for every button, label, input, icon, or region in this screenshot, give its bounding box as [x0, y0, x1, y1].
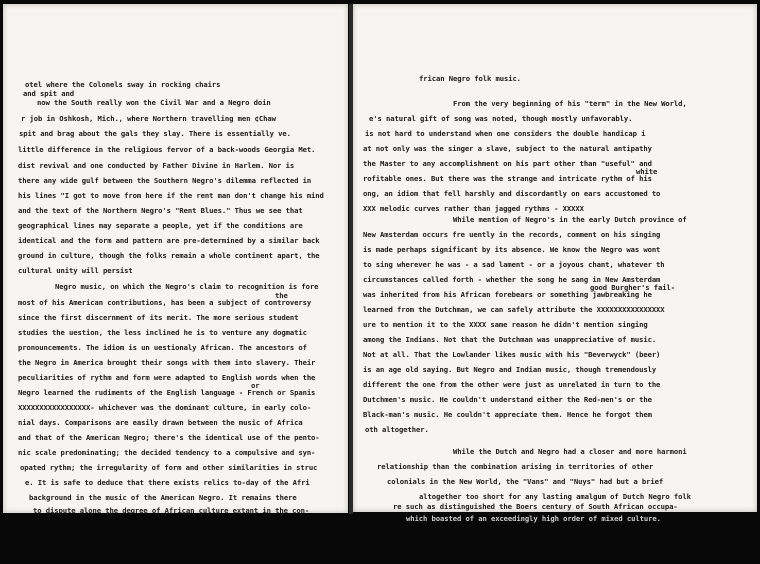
text-line: now the South really won the Civil War and a Negro doin [37, 98, 271, 107]
text-line: opated rythm; the irregularity of form and other similarities in struc [20, 463, 318, 472]
text-line: relationship than the combination arising in territories of other [377, 462, 654, 471]
text-line: dist revival and one conducted by Father Divine in Harlem. Nor is [18, 161, 295, 170]
interlinear-note: the [275, 291, 288, 300]
text-line: XXXXXXXXXXXXXXXXX- whichever was the dominant culture, in early colo- [18, 403, 312, 412]
text-line: Dutchmen's music. He couldn't understand either the Red-men's or the [363, 395, 652, 404]
text-line: studies the uestion, the less inclined he is to venture any dogmatic [18, 328, 307, 337]
text-line: since the first discernment of its merit. The more serious student [18, 313, 299, 322]
text-line: cultural unity will persist [18, 266, 133, 275]
text-line: background in the music of the American Negro. It remains there [29, 493, 297, 502]
text-line: re such as distinguished the Boers century of South African occupa- [393, 502, 678, 511]
left-page [3, 4, 348, 513]
text-line: ground in culture, though the folks remain a whole continent apart, the [18, 251, 320, 260]
text-line: e. It is safe to deduce that there exists relics to-day of the Afri [25, 478, 310, 487]
text-line: geographical lines may separate a people, yet if the conditions are [18, 221, 303, 230]
text-line: spit and brag about the gals they slay. There is essentially ve. [19, 129, 291, 138]
text-line: and that of the American Negro; there's the identical use of the pento- [18, 433, 320, 442]
text-line: the Master to any accomplishment on his part other than "useful" and [363, 159, 652, 168]
interlinear-note: good Burgher's fail- [590, 283, 675, 292]
text-line: r job in Oshkosh, Mich., where Northern travelling men ¢Chaw [21, 114, 276, 123]
text-line: While mention of Negro's in the early Dutch province of [453, 215, 687, 224]
text-line: his lines "I got to move from here if the rent man don't change his mind [18, 191, 324, 200]
text-line: From the very beginning of his "term" in the New World, [453, 99, 687, 108]
text-line: ure to mention it to the XXXX same reason he didn't mention singing [363, 320, 648, 329]
text-line: to dispute alone the degree of African culture extant in the con- [33, 506, 310, 513]
text-line: Negro music, on which the Negro's claim to recognition is fore [55, 282, 319, 291]
text-line: XXX melodic curves rather than jagged rythms - XXXXX [363, 204, 584, 213]
text-line: to sing wherever he was - a sad lament - or a joyous chant, whatever th [363, 260, 665, 269]
text-line: there any wide gulf between the Southern Negro's dilemma reflected in [18, 176, 312, 185]
text-line: e's natural gift of song was noted, though mostly unfavorably. [369, 114, 633, 123]
text-line: and spit and [23, 89, 74, 98]
text-line: otel where the Colonels sway in rocking chairs [25, 80, 221, 89]
text-line: peculiarities of rythm and form were adapted to English words when the [18, 373, 316, 382]
text-line: While the Dutch and Negro had a closer and more harmoni [453, 447, 687, 456]
text-line: nic scale predominating; the decided tendency to a compulsive and syn- [18, 448, 316, 457]
text-line: among the Indians. Not that the Dutchman was unappreciative of music. [363, 335, 657, 344]
text-line: learned from the Dutchman, we can safely attribute the XXXXXXXXXXXXXXXX [363, 305, 665, 314]
text-line: different the one from the other were just as unrelated in turn to the [363, 380, 661, 389]
text-line: altogether too short for any lasting amalgum of Dutch Negro folk [419, 492, 691, 501]
text-line: Negro learned the rudiments of the English language - French or Spanis [18, 388, 316, 397]
text-line: which boasted of an exceedingly high order of mixed culture. [406, 514, 661, 523]
text-line: was inherited from his African forebears or something jawbreaking he [363, 290, 652, 299]
text-line: frican Negro folk music. [419, 74, 521, 83]
text-line: Black-man's music. He couldn't appreciate them. Hence he forgot them [363, 410, 652, 419]
text-line: most of his American contributions, has been a subject of controversy [18, 298, 312, 307]
interlinear-note: white [636, 167, 658, 176]
text-line: oth altogether. [365, 425, 429, 434]
text-line: little difference in the religious fervor of a back-woods Georgia Met. [18, 145, 316, 154]
text-line: the Negro in America brought their songs with them into slavery. Their [18, 358, 316, 367]
text-line: circumstances called forth - whether the song he sang in New Amsterdam [363, 275, 661, 284]
text-line: colonials in the New World, the "Vans" and "Nuys" had but a brief [387, 477, 664, 486]
text-line: is an age old saying. But Negro and Indian music, though tremendously [363, 365, 657, 374]
interlinear-note: or [251, 381, 260, 390]
text-line: rofitable ones. But there was the strange and intricate rythm of his [363, 174, 652, 183]
text-line: at not only was the singer a slave, subject to the natural antipathy [363, 144, 652, 153]
text-line: is not hard to understand when one considers the double handicap i [365, 129, 646, 138]
right-page [353, 4, 757, 512]
text-line: Not at all. That the Lowlander likes music with his "Beverwyck" (beer) [363, 350, 661, 359]
text-line: nial days. Comparisons are easily drawn between the music of Africa [18, 418, 303, 427]
text-line: New Amsterdam occurs fre uently in the records, comment on his singing [363, 230, 661, 239]
text-line: and the text of the Northern Negro's "Rent Blues." Thus we see that [18, 206, 303, 215]
text-line: ong, an idiom that fell harshly and discordantly on ears accustomed to [363, 189, 661, 198]
text-line: pronouncements. The idiom is un uestionaly African. The ancestors of [18, 343, 307, 352]
text-line: identical and the form and pattern are pre-determined by a similar back [18, 236, 320, 245]
text-line: is made perhaps significant by its absence. We know the Negro was wont [363, 245, 661, 254]
